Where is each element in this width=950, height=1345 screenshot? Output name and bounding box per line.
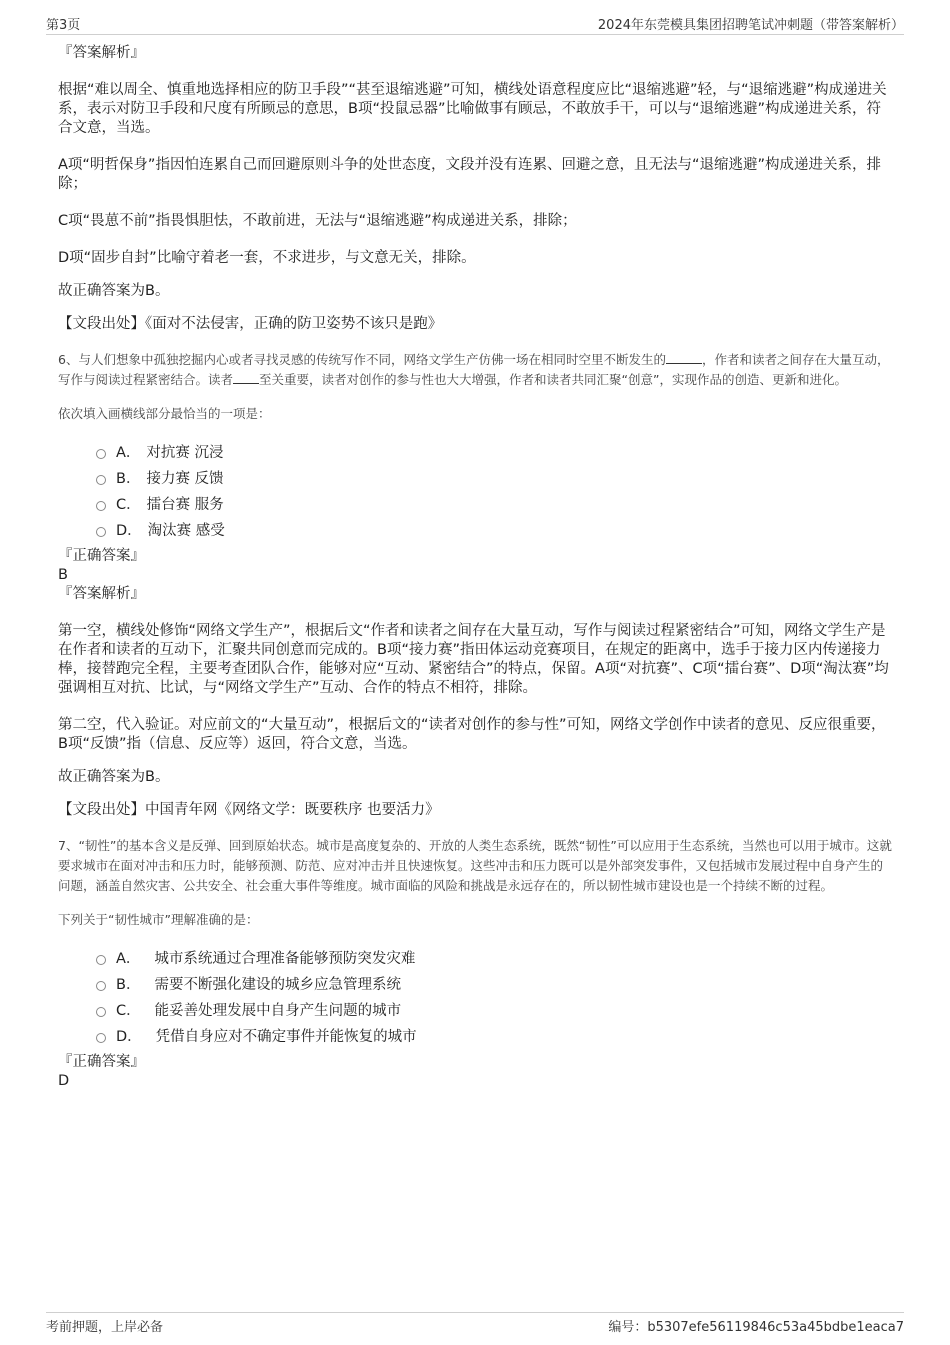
q7-option-a[interactable]: A． 城市系统通过合理准备能够预防突发灾难 bbox=[96, 944, 894, 970]
q6-option-b[interactable]: B． 接力赛 反馈 bbox=[96, 464, 894, 490]
radio-icon[interactable] bbox=[96, 1033, 106, 1043]
radio-icon[interactable] bbox=[96, 955, 106, 965]
q7-answer-label: 『正确答案』 bbox=[58, 1054, 145, 1070]
radio-icon[interactable] bbox=[96, 527, 106, 537]
radio-icon[interactable] bbox=[96, 449, 106, 459]
q6-stem-part2: ，作者和读者之间存在大量互动，写作与阅读过程紧密结合。读者 bbox=[58, 352, 890, 387]
q7-option-d[interactable]: D． 凭借自身应对不确定事件并能恢复的城市 bbox=[96, 1022, 894, 1048]
q5-analysis-label: 『答案解析』 bbox=[58, 45, 145, 61]
q7-option-b[interactable]: B． 需要不断强化建设的城乡应急管理系统 bbox=[96, 970, 894, 996]
q6-answer-label: 『正确答案』 bbox=[58, 548, 145, 564]
q5-source: 【文段出处】《面对不法侵害，正确的防卫姿势不该只是跑》 bbox=[58, 316, 443, 332]
q6-stem-part3: 至关重要，读者对创作的参与性也大大增强，作者和读者共同汇聚“创意”，实现作品的创造、更新和进化。 bbox=[259, 372, 847, 387]
q6-conclusion: 故正确答案为B。 bbox=[58, 769, 170, 785]
q6-option-a[interactable]: A． 对抗赛 沉浸 bbox=[96, 438, 894, 464]
q5-analysis-p3: C项“畏葸不前”指畏惧胆怯，不敢前进，无法与“退缩逃避”构成递进关系，排除； bbox=[58, 213, 577, 229]
page-header bbox=[46, 12, 904, 35]
q7-option-c[interactable]: C． 能妥善处理发展中自身产生问题的城市 bbox=[96, 996, 894, 1022]
q6-analysis-p1: 第一空，横线处修饰“网络文学生产”，根据后文“作者和读者之间存在大量互动，写作与阅读过程紧密结合”可知，网络文学生产是在作者和读者的互动下，汇聚共同创意而完成的。B项“接力赛”指田体运动竞赛项目，在规定的距离中，选手于接力区内传递接力棒，接替跑完全程，主要考查团队合作，能够对应“互动、紧密结合”的特点，保留。A项“对抗赛”、C项“擂台赛”、D项“淘汰赛”均强调相互对抗、比试，与“网络文学生产”互动、合作的特点不相符，排除。 bbox=[58, 623, 889, 696]
q5-analysis-p4: D项“固步自封”比喻守着老一套，不求进步，与文意无关，排除。 bbox=[58, 250, 476, 266]
q6-option-d[interactable]: D． 淘汰赛 感受 bbox=[96, 516, 894, 542]
radio-icon[interactable] bbox=[96, 501, 106, 511]
q6-option-c[interactable]: C． 擂台赛 服务 bbox=[96, 490, 894, 516]
q6-blank-1 bbox=[666, 351, 702, 364]
q7-prompt: 下列关于“韧性城市”理解准确的是： bbox=[58, 912, 259, 927]
radio-icon[interactable] bbox=[96, 1007, 106, 1017]
q5-analysis-p2: A项“明哲保身”指因怕连累自己而回避原则斗争的处世态度，文段并没有连累、回避之意，且无法与“退缩逃避”构成递进关系，排除； bbox=[58, 157, 881, 192]
page-number: 第3页 bbox=[46, 18, 81, 33]
document-title: 2024年东莞模具集团招聘笔试冲刺题（带答案解析） bbox=[597, 18, 904, 33]
q5-conclusion: 故正确答案为B。 bbox=[58, 283, 170, 299]
q5-analysis-p1: 根据“难以周全、慎重地选择相应的防卫手段”“甚至退缩逃避”可知，横线处语意程度应比“退缩逃避”轻，与“退缩逃避”构成递进关系，表示对防卫手段和尺度有所顾忌的意思，B项“投鼠忌器”比喻做事有顾忌，不敢放手干，可以与“退缩逃避”构成递进关系，符合文意，当选。 bbox=[58, 82, 887, 136]
radio-icon[interactable] bbox=[96, 981, 106, 991]
q6-analysis-p2: 第二空，代入验证。对应前文的“大量互动”，根据后文的“读者对创作的参与性”可知，网络文学创作中读者的意见、反应很重要，B项“反馈”指（信息、反应等）返回，符合文意，当选。 bbox=[58, 717, 886, 752]
q6-blank-2 bbox=[233, 371, 259, 384]
q6-stem bbox=[58, 350, 894, 390]
footer-slogan: 考前押题，上岸必备 bbox=[46, 1320, 164, 1335]
q6-options bbox=[96, 438, 894, 542]
page-content bbox=[58, 44, 894, 1091]
q6-prompt: 依次填入画横线部分最恰当的一项是： bbox=[58, 406, 271, 421]
radio-icon[interactable] bbox=[96, 475, 106, 485]
q7-options bbox=[96, 944, 894, 1048]
document-id: 编号：b5307efe56119846c53a45bdbe1eaca7 bbox=[608, 1320, 904, 1335]
page-footer bbox=[46, 1312, 904, 1335]
q6-answer: B bbox=[58, 567, 68, 583]
q7-answer: D bbox=[58, 1073, 70, 1089]
q7-stem: 7、“韧性”的基本含义是反弹、回到原始状态。城市是高度复杂的、开放的人类生态系统，既然“韧性”可以应用于生态系统，当然也可以用于城市。这就要求城市在面对冲击和压力时，能够预测、防范、应对冲击并且快速恢复。这些冲击和压力既可以是外部突发事件，又包括城市发展过程中自身产生的问题，涵盖自然灾害、公共安全、社会重大事件等维度。城市面临的风险和挑战是永远存在的，所以韧性城市建设也是一个持续不断的过程。 bbox=[58, 838, 892, 893]
q6-stem-part1: 6、与人们想象中孤独挖掘内心或者寻找灵感的传统写作不同，网络文学生产仿佛一场在相同时空里不断发生的 bbox=[58, 352, 666, 367]
q6-analysis-label: 『答案解析』 bbox=[58, 586, 145, 602]
q6-source: 【文段出处】中国青年网《网络文学：既要秩序 也要活力》 bbox=[58, 802, 440, 818]
